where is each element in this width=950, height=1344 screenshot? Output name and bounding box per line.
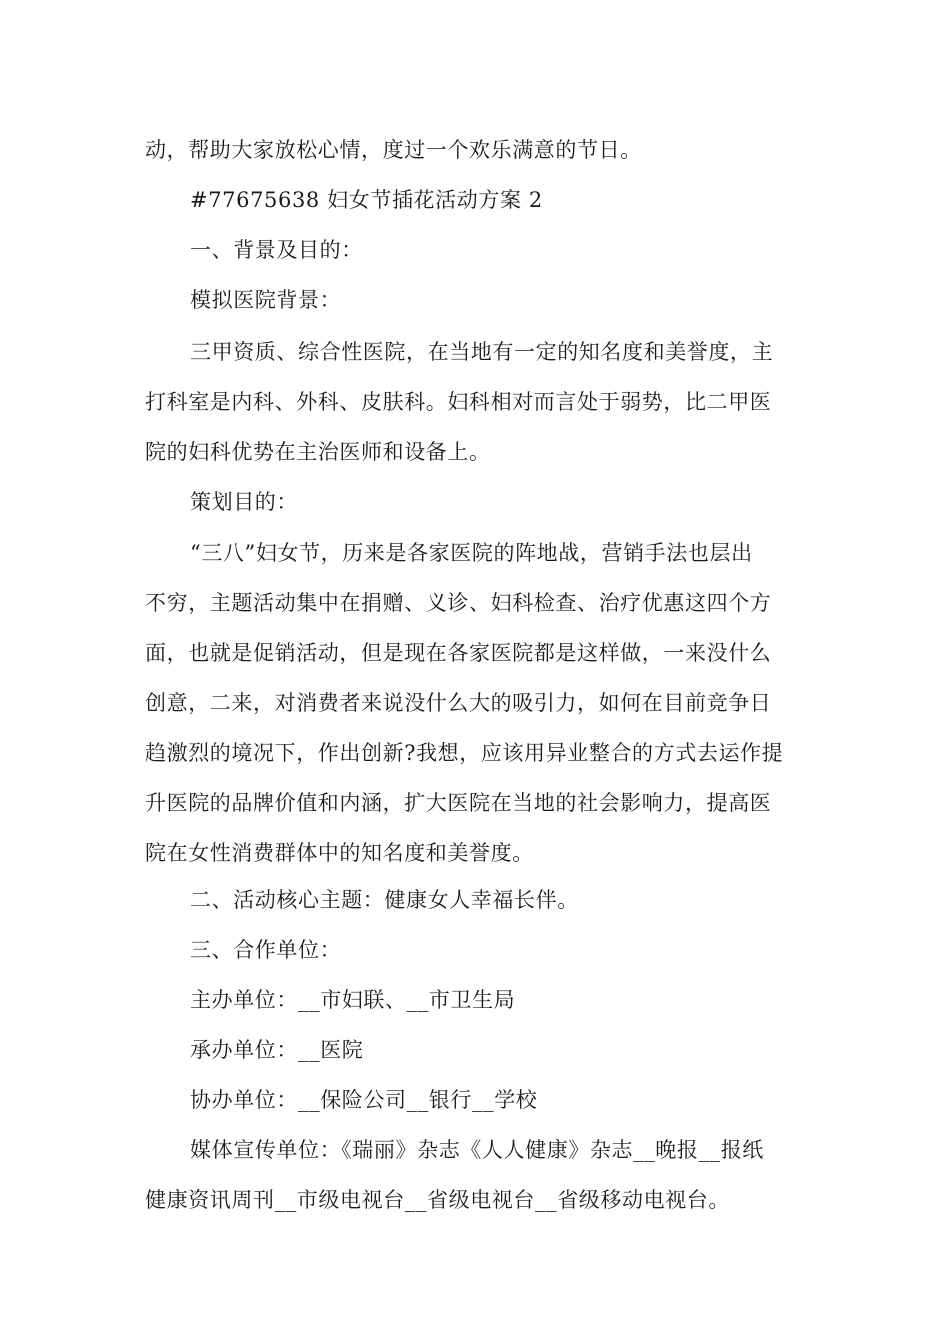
paragraph-line: 创意，二来，对消费者来说没什么大的吸引力，如何在目前竞争日 bbox=[145, 691, 772, 715]
section-title: #77675638 妇女节插花活动方案 2 bbox=[190, 188, 543, 212]
organizer-line: 主办单位：__市妇联、__市卫生局 bbox=[190, 988, 516, 1012]
paragraph-line: 升医院的品牌价值和内涵，扩大医院在当地的社会影响力，提高医 bbox=[145, 791, 772, 815]
paragraph-line: “三八”妇女节，历来是各家医院的阵地战，营销手法也层出 bbox=[190, 541, 753, 565]
media-partners-line: 媒体宣传单位：《瑞丽》杂志《人人健康》杂志__晚报__报纸 bbox=[190, 1138, 764, 1162]
host-line: 承办单位：__医院 bbox=[190, 1038, 364, 1062]
paragraph-continuation: 动，帮助大家放松心情，度过一个欢乐满意的节日。 bbox=[145, 138, 642, 162]
subheading-planning-purpose: 策划目的： bbox=[190, 490, 298, 514]
paragraph-line: 三甲资质、综合性医院，在当地有一定的知名度和美誉度，主 bbox=[190, 340, 774, 364]
paragraph-line: 不穷，主题活动集中在捐赠、义诊、妇科检查、治疗优惠这四个方 bbox=[145, 591, 772, 615]
heading-background-purpose: 一、背景及目的： bbox=[190, 238, 363, 262]
paragraph-line: 趋激烈的境况下，作出创新?我想，应该用异业整合的方式去运作提 bbox=[145, 741, 784, 765]
media-partners-line-continued: 健康资讯周刊__市级电视台__省级电视台__省级移动电视台。 bbox=[145, 1188, 730, 1212]
paragraph-line: 打科室是内科、外科、皮肤科。妇科相对而言处于弱势，比二甲医 bbox=[145, 390, 772, 414]
paragraph-line: 院在女性消费群体中的知名度和美誉度。 bbox=[145, 841, 534, 865]
co-organizer-line: 协办单位：__保险公司__银行__学校 bbox=[190, 1088, 538, 1112]
paragraph-line: 院的妇科优势在主治医师和设备上。 bbox=[145, 440, 491, 464]
heading-partners: 三、合作单位： bbox=[190, 938, 342, 962]
paragraph-line: 面，也就是促销活动，但是现在各家医院都是这样做，一来没什么 bbox=[145, 641, 772, 665]
subheading-hospital-background: 模拟医院背景： bbox=[190, 288, 342, 312]
heading-core-theme: 二、活动核心主题：健康女人幸福长伴。 bbox=[190, 888, 579, 912]
